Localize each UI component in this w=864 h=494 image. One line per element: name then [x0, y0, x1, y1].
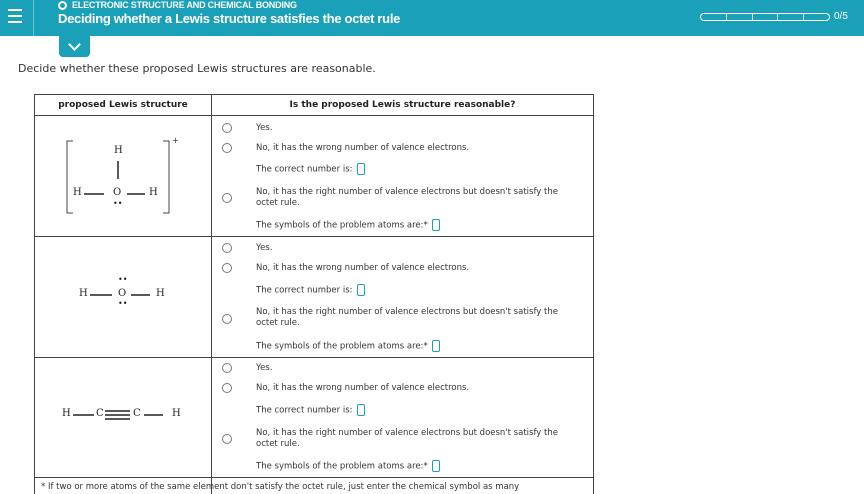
- charge-label: +: [172, 136, 179, 145]
- progress-label: 0/5: [834, 11, 848, 22]
- progress-segment: [727, 14, 753, 20]
- radio-row2-octet[interactable]: [222, 314, 232, 324]
- option-row3-octet-line2: octet rule.: [256, 439, 300, 449]
- option-row3-octet-line1: No, it has the right number of valence electrons but doesn't satisfy the: [256, 428, 558, 438]
- column-divider: [211, 95, 212, 494]
- correct-number-input[interactable]: [357, 163, 365, 175]
- row3-symbols: [256, 460, 440, 472]
- row3-correct-number: [256, 404, 365, 416]
- correct-number-label: The correct number is:: [256, 405, 353, 416]
- topic-row: [58, 0, 297, 10]
- option-row1-octet-line2: octet rule.: [256, 198, 300, 208]
- menu-icon[interactable]: [8, 9, 22, 23]
- symbols-label: The symbols of the problem atoms are:*: [256, 341, 428, 352]
- symbols-input[interactable]: [432, 340, 440, 352]
- topic-label: ELECTRONIC STRUCTURE AND CHEMICAL BONDING: [72, 0, 297, 10]
- symbols-label: The symbols of the problem atoms are:*: [256, 461, 428, 472]
- row1-symbols: [256, 219, 440, 231]
- option-row2-yes: Yes.: [256, 243, 273, 253]
- option-row3-wrong: No, it has the wrong number of valence electrons.: [256, 383, 470, 393]
- row1-correct-number: [256, 163, 365, 175]
- atom-h-top: H: [114, 145, 123, 156]
- correct-number-input[interactable]: [357, 284, 365, 296]
- radio-row3-yes[interactable]: [222, 363, 232, 373]
- bracket-graphic: [35, 117, 211, 235]
- atom-o: O: [118, 288, 127, 299]
- row2-correct-number: [256, 284, 365, 296]
- option-row2-octet-line2: octet rule.: [256, 318, 300, 328]
- footnote: * If two or more atoms of the same element don't satisfy the octet rule, just enter the chemical symbol as many: [41, 482, 520, 492]
- top-bar: [0, 0, 864, 36]
- progress-segment: [804, 14, 829, 20]
- radio-row2-yes[interactable]: [222, 243, 232, 253]
- lewis-structure-2: [35, 237, 211, 357]
- atom-h-right: H: [149, 187, 158, 198]
- lewis-structure-3: [35, 358, 211, 477]
- page-title: Deciding whether a Lewis structure satisfies the octet rule: [58, 11, 401, 26]
- progress-segment: [701, 14, 727, 20]
- option-row3-yes: Yes.: [256, 363, 273, 373]
- option-row2-octet-line1: No, it has the right number of valence electrons but doesn't satisfy the: [256, 307, 558, 317]
- menu-divider: [33, 0, 34, 36]
- radio-row2-wrong[interactable]: [222, 263, 232, 273]
- radio-row1-yes[interactable]: [222, 123, 232, 133]
- correct-number-label: The correct number is:: [256, 164, 353, 175]
- atom-o: O: [113, 187, 122, 198]
- option-row2-wrong: No, it has the wrong number of valence electrons.: [256, 263, 470, 273]
- atom-c-right: C: [133, 408, 141, 419]
- table-header-row: [35, 95, 593, 116]
- atom-h-right: H: [156, 288, 165, 299]
- option-row1-yes: Yes.: [256, 123, 273, 133]
- progress-bar: [700, 13, 830, 21]
- atom-h-left: H: [73, 187, 82, 198]
- atom-h-right: H: [172, 408, 181, 419]
- radio-row3-octet[interactable]: [222, 434, 232, 444]
- topic-dot-icon: [58, 1, 67, 10]
- lone-pair-dots-bottom: ••: [118, 299, 128, 308]
- atom-c-left: C: [96, 408, 104, 419]
- progress-segment: [778, 14, 804, 20]
- progress-segment: [753, 14, 779, 20]
- collapse-chevron-icon[interactable]: [59, 36, 90, 57]
- question-table: [34, 94, 594, 494]
- correct-number-label: The correct number is:: [256, 285, 353, 296]
- radio-row1-octet[interactable]: [222, 193, 232, 203]
- symbols-label: The symbols of the problem atoms are:*: [256, 220, 428, 231]
- lone-pair-dots-top: ••: [118, 275, 128, 284]
- symbols-input[interactable]: [432, 460, 440, 472]
- correct-number-input[interactable]: [357, 404, 365, 416]
- option-row1-wrong: No, it has the wrong number of valence electrons.: [256, 143, 470, 153]
- atom-h-left: H: [79, 288, 88, 299]
- column-header-reasonable: Is the proposed Lewis structure reasonable?: [289, 100, 516, 110]
- symbols-input[interactable]: [432, 219, 440, 231]
- instructions: Decide whether these proposed Lewis structures are reasonable.: [18, 62, 376, 75]
- row2-symbols: [256, 340, 440, 352]
- radio-row1-wrong[interactable]: [222, 143, 232, 153]
- row-divider: [35, 477, 593, 478]
- lone-pair-dots: ••: [113, 199, 123, 208]
- lewis-structure-1: [35, 117, 211, 235]
- radio-row3-wrong[interactable]: [222, 383, 232, 393]
- atom-h-left: H: [62, 408, 71, 419]
- option-row1-octet-line1: No, it has the right number of valence electrons but doesn't satisfy the: [256, 187, 558, 197]
- column-header-structure: proposed Lewis structure: [58, 100, 188, 110]
